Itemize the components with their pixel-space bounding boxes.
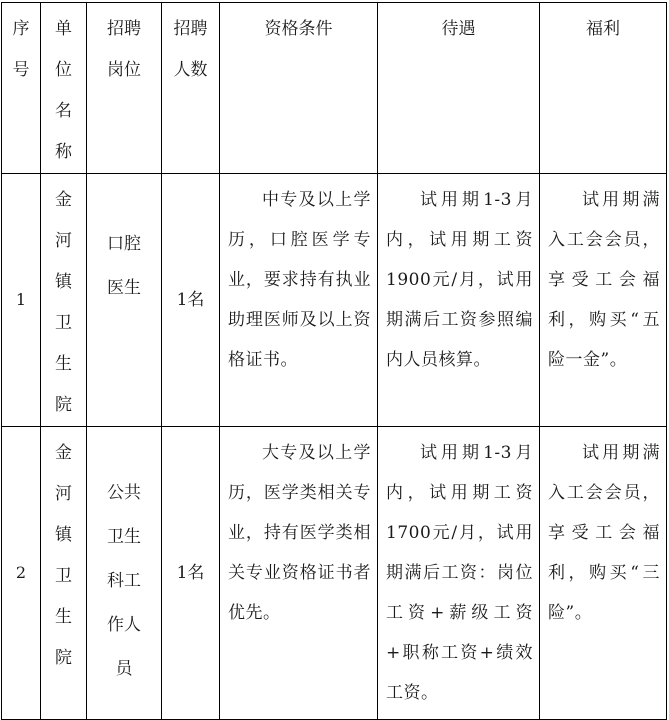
header-row (2, 3, 667, 174)
unit-char: 镇 (55, 525, 72, 545)
header-unit-char: 称 (55, 142, 72, 162)
header-unit (41, 3, 87, 174)
row-benefits (540, 174, 667, 427)
header-position-line: 招聘 (107, 19, 141, 39)
row-count: 1名 (162, 427, 220, 720)
unit-char: 卫 (55, 566, 72, 586)
treatment-text: 试用期1-3月内，试用期工资1900元/月，试用期满后工资参照编内人员核算。 (386, 190, 533, 370)
header-benefits-text: 福利 (586, 19, 620, 39)
row-seq: 2 (2, 427, 41, 720)
row-unit (41, 174, 87, 427)
position-line: 科工 (107, 571, 141, 591)
row-count: 1名 (162, 174, 220, 427)
header-position-line: 岗位 (107, 60, 141, 80)
row-qualification (220, 174, 378, 427)
header-unit-char: 位 (55, 60, 72, 80)
position-line: 卫生 (107, 527, 141, 547)
header-seq (2, 3, 41, 174)
header-count (162, 3, 220, 174)
row-treatment (378, 174, 540, 427)
header-treatment (378, 3, 540, 174)
benefits-text: 试用期满入工会会员，享受工会福利，购买“三险”。 (548, 443, 660, 623)
row-unit (41, 427, 87, 720)
benefits-text: 试用期满入工会会员，享受工会福利，购买“五险一金”。 (548, 190, 660, 370)
header-seq-char: 序 (12, 19, 30, 39)
row-benefits (540, 427, 667, 720)
header-unit-char: 名 (55, 101, 72, 121)
header-unit-char: 单 (55, 19, 72, 39)
header-position (87, 3, 162, 174)
position-line: 作人 (107, 615, 141, 635)
unit-char: 金 (55, 190, 72, 210)
position-line: 医生 (107, 278, 141, 298)
qualification-text: 中专及以上学历，口腔医学专业，要求持有执业助理医师及以上资格证书。 (228, 190, 371, 370)
header-qualification-text: 资格条件 (264, 19, 333, 39)
row-treatment (378, 427, 540, 720)
header-seq-char: 号 (12, 60, 30, 80)
header-benefits (540, 3, 667, 174)
header-count-line: 人数 (173, 60, 208, 80)
recruitment-table (1, 2, 667, 720)
unit-char: 金 (55, 443, 72, 463)
row-seq: 1 (2, 174, 41, 427)
table-row (2, 174, 667, 427)
row-position (87, 427, 162, 720)
table-row (2, 427, 667, 720)
treatment-text: 试用期1-3月内，试用期工资1700元/月，试用期满后工资：岗位工资+薪级工资+职称工资+绩效工资。 (386, 443, 533, 703)
unit-char: 卫 (55, 313, 72, 333)
unit-char: 生 (55, 607, 72, 627)
row-qualification (220, 427, 378, 720)
unit-char: 河 (55, 231, 72, 251)
unit-char: 生 (55, 354, 72, 374)
header-qualification (220, 3, 378, 174)
unit-char: 院 (55, 395, 72, 415)
unit-char: 河 (55, 484, 72, 504)
header-treatment-text: 待遇 (441, 19, 476, 39)
header-count-line: 招聘 (173, 19, 208, 39)
position-line: 员 (115, 659, 133, 679)
position-line: 口腔 (107, 234, 141, 254)
row-position (87, 174, 162, 427)
unit-char: 院 (55, 648, 72, 668)
position-line: 公共 (107, 483, 141, 503)
qualification-text: 大专及以上学历，医学类相关专业，持有医学类相关专业资格证书者优先。 (228, 443, 371, 623)
unit-char: 镇 (55, 272, 72, 292)
